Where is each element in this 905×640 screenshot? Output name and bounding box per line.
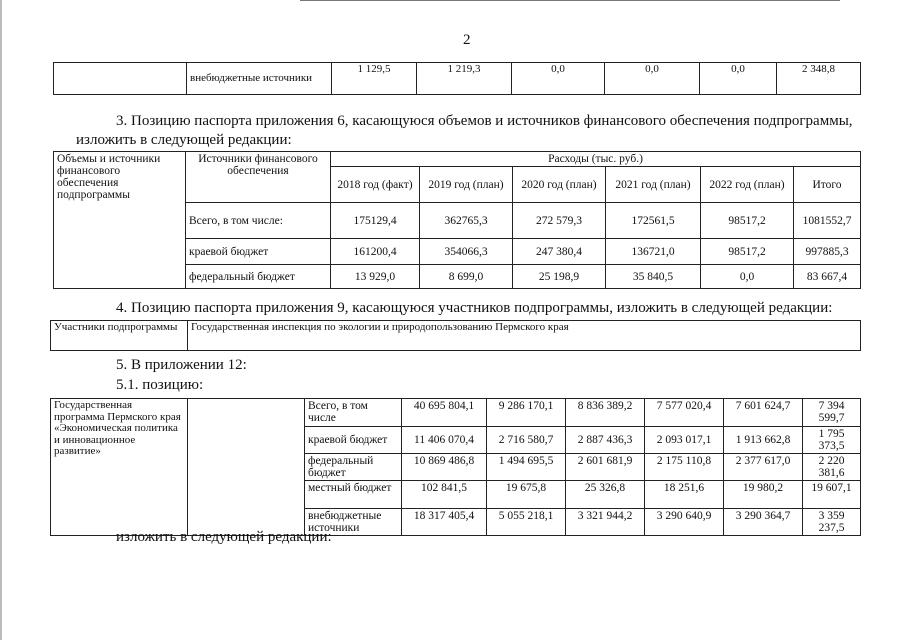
value-cell: 18 317 405,4 — [402, 509, 487, 536]
expenses-header: Расходы (тыс. руб.) — [331, 152, 861, 167]
col2-header: Источники финансового обеспечения — [186, 152, 331, 203]
scan-left-edge — [0, 0, 2, 640]
value-cell: 2 093 017,1 — [645, 427, 724, 454]
value-cell: 13 929,0 — [331, 265, 420, 289]
value-cell: 362765,3 — [420, 203, 513, 239]
year-header: Итого — [794, 167, 861, 203]
row-label: Всего, в том числе — [305, 399, 402, 427]
value-cell: 5 055 218,1 — [487, 509, 566, 536]
value-cell: 40 695 804,1 — [402, 399, 487, 427]
row-label: внебюджетные источники — [187, 63, 332, 95]
year-header: 2022 год (план) — [701, 167, 794, 203]
value-cell: 10 869 486,8 — [402, 454, 487, 481]
table-row — [51, 399, 861, 427]
value-cell: 11 406 070,4 — [402, 427, 487, 454]
paragraph-final: изложить в следующей редакции: — [116, 529, 332, 545]
table-program — [50, 398, 861, 536]
value-cell: 1 795 373,5 — [803, 427, 861, 454]
value-cell: 136721,0 — [606, 239, 701, 265]
value-cell: 2 175 110,8 — [645, 454, 724, 481]
value-cell: 272 579,3 — [513, 203, 606, 239]
scan-top-rule — [300, 0, 840, 1]
value-cell: 8 699,0 — [420, 265, 513, 289]
value-cell: 98517,2 — [701, 203, 794, 239]
row-label: местный бюджет — [305, 481, 402, 509]
value-cell: 9 286 170,1 — [487, 399, 566, 427]
value-cell: 2 601 681,9 — [566, 454, 645, 481]
value-cell: 2 716 580,7 — [487, 427, 566, 454]
value-cell: 1 219,3 — [417, 63, 512, 95]
paragraph-3: 3. Позицию паспорта приложения 6, касающуюся объемов и источников финансового обеспечения подпрограммы, изложить в следующей редакции: — [76, 113, 853, 148]
value-cell: 0,0 — [512, 63, 605, 95]
value-cell: 7 394 599,7 — [803, 399, 861, 427]
value-cell: 19 607,1 — [803, 481, 861, 509]
row-label: внебюджетные источники — [305, 509, 402, 536]
value-cell: 25 198,9 — [513, 265, 606, 289]
value-cell: 0,0 — [701, 265, 794, 289]
value-cell: 172561,5 — [606, 203, 701, 239]
value-cell: 175129,4 — [331, 203, 420, 239]
empty-cell — [188, 399, 305, 536]
row-label: федеральный бюджет — [305, 454, 402, 481]
participant-value: Государственная инспекция по экологии и природопользованию Пермского края — [188, 321, 861, 351]
table-participants — [50, 320, 861, 351]
row-label: федеральный бюджет — [186, 265, 331, 289]
value-cell: 8 836 389,2 — [566, 399, 645, 427]
value-cell: 98517,2 — [701, 239, 794, 265]
year-header: 2019 год (план) — [420, 167, 513, 203]
value-cell: 2 887 436,3 — [566, 427, 645, 454]
table-header-row — [54, 152, 861, 167]
value-cell: 2 220 381,6 — [803, 454, 861, 481]
program-name: Государственная программа Пермского края «Экономическая политика и инновационное развитие» — [51, 399, 188, 536]
value-cell: 2 377 617,0 — [724, 454, 803, 481]
value-cell: 19 980,2 — [724, 481, 803, 509]
value-cell: 3 321 944,2 — [566, 509, 645, 536]
value-cell: 997885,3 — [794, 239, 861, 265]
row-label: Всего, в том числе: — [186, 203, 331, 239]
table-continuation — [53, 62, 861, 95]
value-cell: 1 913 662,8 — [724, 427, 803, 454]
value-cell: 3 290 640,9 — [645, 509, 724, 536]
value-cell: 35 840,5 — [606, 265, 701, 289]
value-cell: 1081552,7 — [794, 203, 861, 239]
row-label: Участники подпрограммы — [51, 321, 188, 351]
value-cell: 25 326,8 — [566, 481, 645, 509]
value-cell: 19 675,8 — [487, 481, 566, 509]
year-header: 2020 год (план) — [513, 167, 606, 203]
col1-header: Объемы и источники финансового обеспечения подпрограммы — [54, 152, 186, 289]
value-cell: 354066,3 — [420, 239, 513, 265]
value-cell: 161200,4 — [331, 239, 420, 265]
value-cell: 1 129,5 — [332, 63, 417, 95]
paragraph-5: 5. В приложении 12: — [116, 357, 247, 373]
table-row — [54, 63, 861, 95]
value-cell: 2 348,8 — [777, 63, 861, 95]
value-cell: 247 380,4 — [513, 239, 606, 265]
value-cell: 1 494 695,5 — [487, 454, 566, 481]
value-cell: 102 841,5 — [402, 481, 487, 509]
value-cell: 83 667,4 — [794, 265, 861, 289]
year-header: 2018 год (факт) — [331, 167, 420, 203]
value-cell: 18 251,6 — [645, 481, 724, 509]
paragraph-5-1: 5.1. позицию: — [116, 377, 204, 393]
value-cell: 7 601 624,7 — [724, 399, 803, 427]
value-cell: 3 290 364,7 — [724, 509, 803, 536]
row-label: краевой бюджет — [186, 239, 331, 265]
table-row — [51, 321, 861, 351]
page-number: 2 — [463, 32, 471, 48]
value-cell: 0,0 — [700, 63, 777, 95]
year-header: 2021 год (план) — [606, 167, 701, 203]
row-label: краевой бюджет — [305, 427, 402, 454]
value-cell: 3 359 237,5 — [803, 509, 861, 536]
value-cell: 7 577 020,4 — [645, 399, 724, 427]
table-financing — [53, 151, 861, 289]
paragraph-4: 4. Позицию паспорта приложения 9, касающуюся участников подпрограммы, изложить в следующей редакции: — [116, 300, 833, 316]
value-cell: 0,0 — [605, 63, 700, 95]
empty-cell — [54, 63, 187, 95]
